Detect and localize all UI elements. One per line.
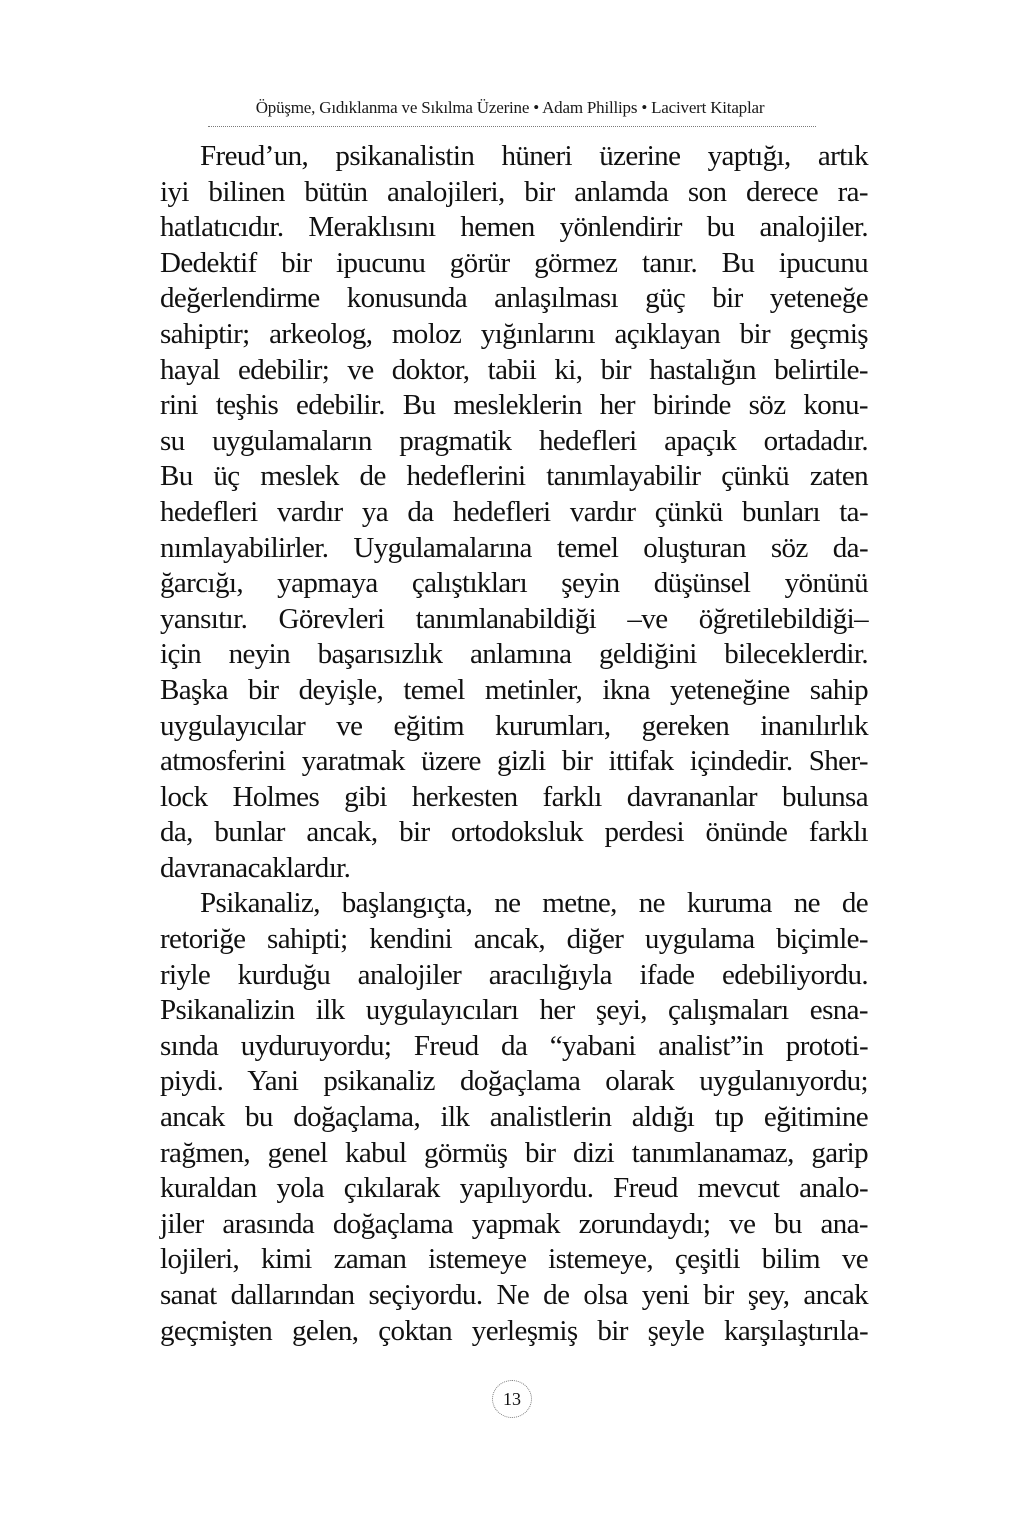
text-line: kuraldan yola çıkılarak yapılıyordu. Freud mevcut analo- <box>160 1172 868 1205</box>
text-line: Dedektif bir ipucunu görür görmez tanır. Bu ipucunu <box>160 246 868 279</box>
text-line: nımlayabilirler. Uygulamalarına temel oluşturan söz da- <box>160 531 868 564</box>
page-number: 13 <box>492 1380 532 1418</box>
text-line: Freud’un, psikanalistin hüneri üzerine yaptığı, artık <box>200 140 868 172</box>
text-line: riyle kurduğu analojiler aracılığıyla ifade edebiliyordu. <box>160 958 868 991</box>
text-line: retoriğe sahipti; kendini ancak, diğer uygulama biçimle- <box>160 923 868 956</box>
text-line: Başka bir deyişle, temel metinler, ikna yeteneğine sahip <box>160 673 868 706</box>
text-line: lock Holmes gibi herkesten farklı davrananlar bulunsa <box>160 780 868 813</box>
text-line: Bu üç meslek de hedeflerini tanımlayabilir çünkü zaten <box>160 460 868 493</box>
text-line: sanat dallarından seçiyordu. Ne de olsa yeni bir şey, ancak <box>160 1279 868 1311</box>
text-line: davranacaklardır. <box>160 851 351 884</box>
text-line: rağmen, genel kabul görmüş bir dizi tanımlanamaz, garip <box>160 1136 868 1169</box>
text-line: rini teşhis edebilir. Bu mesleklerin her birinde söz konu- <box>160 389 868 422</box>
text-line: su uygulamaların pragmatik hedefleri apaçık ortadadır. <box>160 424 868 457</box>
text-line: sında uyduruyordu; Freud da “yabani analist”in prototi- <box>160 1029 868 1062</box>
text-line: sahiptir; arkeolog, moloz yığınlarını açıklayan bir geçmiş <box>160 317 868 350</box>
text-line: Psikanaliz, başlangıçta, ne metne, ne kuruma ne de <box>200 887 868 920</box>
running-header: Öpüşme, Gıdıklanma ve Sıkılma Üzerine • Adam Phillips • Lacivert Kitaplar <box>255 98 765 117</box>
text-line: uygulayıcılar ve eğitim kurumları, gereken inanılırlık <box>160 709 868 742</box>
text-line: değerlendirme konusunda anlaşılması güç bir yeteneğe <box>160 282 868 315</box>
paragraph-1 <box>160 139 868 886</box>
text-line: yansıtır. Görevleri tanımlanabildiği –ve öğretilebildiği– <box>160 602 868 635</box>
text-line: lojileri, kimi zaman istemeye istemeye, çeşitli bilim ve <box>160 1243 868 1276</box>
text-line: iyi bilinen bütün analojileri, bir anlamda son derece ra- <box>160 175 868 208</box>
paragraph-2 <box>160 886 868 1349</box>
text-line: hayal edebilir; ve doktor, tabii ki, bir hastalığın belirtile- <box>160 353 868 386</box>
text-line: jiler arasında doğaçlama yapmak zorundaydı; ve bu ana- <box>160 1207 868 1240</box>
text-line: için neyin başarısızlık anlamına geldiğini bileceklerdir. <box>160 638 868 671</box>
header-dotted-rule <box>208 126 816 127</box>
text-line: piydi. Yani psikanaliz doğaçlama olarak uygulanıyordu; <box>160 1065 868 1098</box>
text-line: geçmişten gelen, çoktan yerleşmiş bir şeyle karşılaştırıla- <box>160 1314 868 1347</box>
text-line: Psikanalizin ilk uygulayıcıları her şeyi, çalışmaları esna- <box>160 994 868 1027</box>
text-line: atmosferini yaratmak üzere gizli bir ittifak içindedir. Sher- <box>160 745 868 778</box>
body-text <box>160 139 868 1349</box>
text-line: hedefleri vardır ya da hedefleri vardır çünkü bunları ta- <box>160 495 868 528</box>
text-line: hatlatıcıdır. Meraklısını hemen yönlendirir bu analojiler. <box>160 211 868 244</box>
text-line: ğarcığı, yapmaya çalıştıkları şeyin düşünsel yönünü <box>160 567 868 600</box>
text-line: da, bunlar ancak, bir ortodoksluk perdesi önünde farklı <box>160 816 868 849</box>
text-line: ancak bu doğaçlama, ilk analistlerin aldığı tıp eğitimine <box>160 1101 868 1134</box>
